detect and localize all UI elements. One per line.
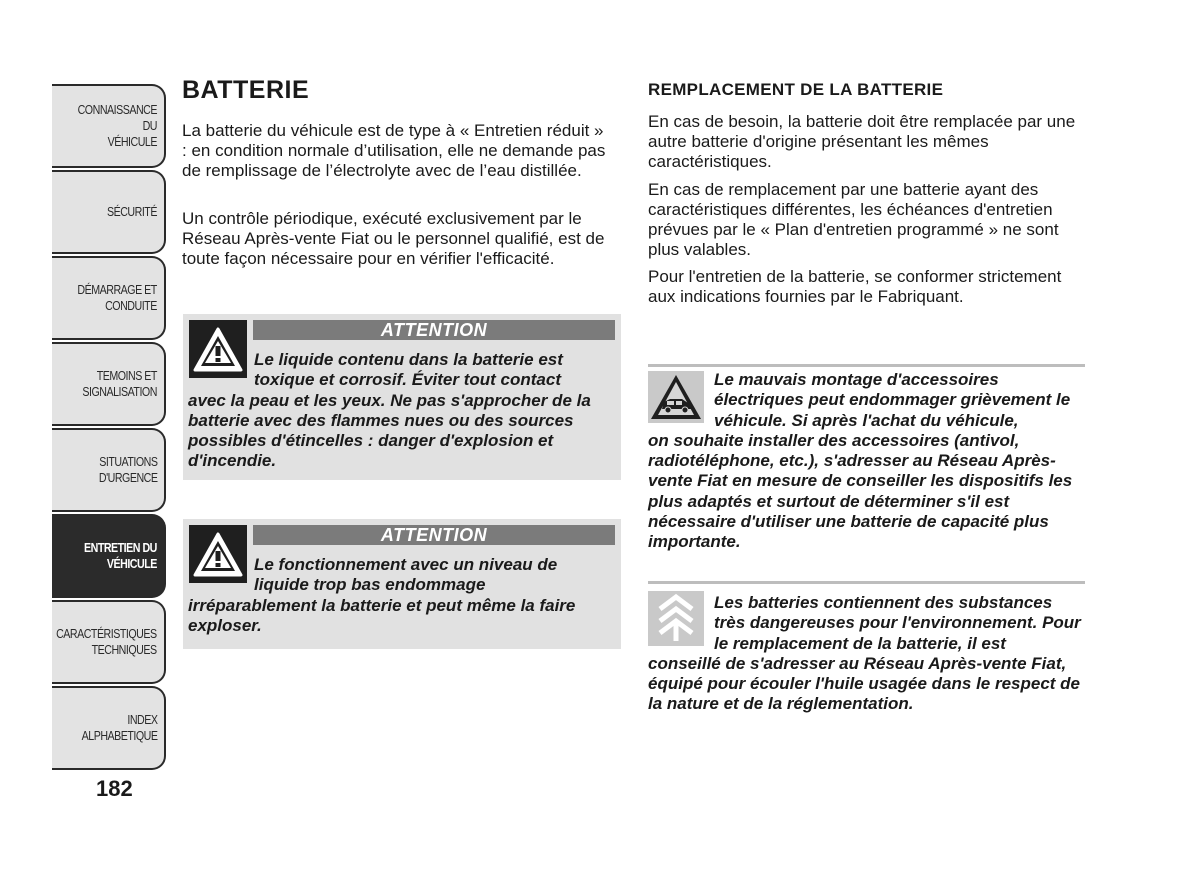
note-text-rest: on souhaite installer des accessoires (antivol, radiotéléphone, etc.), s'adresser au Réseau Après-vente Fiat en mesure de conseiller les dispositifs les plus adaptés et surtout de déterminer s'il est nécessaire d'utiliser une batterie de capacité plus importante. bbox=[648, 430, 1073, 552]
attention-text-rest: avec la peau et les yeux. Ne pas s'approcher de la batterie avec des flammes nues ou des sources possibles d'étincelles : danger d'explosion et d'incendie. bbox=[188, 390, 591, 471]
tab-situations-urgence[interactable] bbox=[52, 428, 166, 512]
attention-box bbox=[183, 519, 621, 649]
tab-label: TEMOINS ET SIGNALISATION bbox=[82, 368, 157, 399]
attention-heading: ATTENTION bbox=[253, 320, 615, 340]
page-number: 182 bbox=[96, 776, 133, 801]
tab-label: SITUATIONS D'URGENCE bbox=[98, 454, 157, 485]
paragraph: La batterie du véhicule est de type à « Entretien réduit » : en condition normale d’utilisation, elle ne demande pas de remplissage de l’électrolyte avec de l’eau distillée. bbox=[182, 121, 606, 180]
tab-temoins-signalisation[interactable] bbox=[52, 342, 166, 426]
tab-securite[interactable] bbox=[52, 170, 166, 254]
tab-label: ENTRETIEN DU VÉHICULE bbox=[84, 540, 157, 571]
tab-label: SÉCURITÉ bbox=[107, 204, 157, 219]
tab-index-alphabetique[interactable] bbox=[52, 686, 166, 770]
attention-text bbox=[188, 555, 612, 636]
section-subtitle: REMPLACEMENT DE LA BATTERIE bbox=[648, 80, 944, 99]
paragraph: En cas de remplacement par une batterie ayant des caractéristiques différentes, les échéances d'entretien prévues par le « Plan d'entretien programmé » ne sont plus valables. bbox=[648, 180, 1059, 259]
note-text-lead: Le mauvais montage d'accessoires électriques peut endommager grièvement le véhicule. Si après l'achat du véhicule, bbox=[714, 370, 1071, 430]
tab-entretien-vehicule[interactable] bbox=[52, 514, 166, 598]
chapter-tabs bbox=[52, 84, 166, 772]
divider bbox=[648, 581, 1085, 584]
note-text-rest: conseillé de s'adresser au Réseau Après-vente Fiat, équipé pour écouler l'huile usagée dans le respect de la nature et de la réglementation. bbox=[648, 653, 1081, 714]
tab-label: CARACTÉRISTIQUES TECHNIQUES bbox=[56, 626, 157, 657]
tab-demarrage-conduite[interactable] bbox=[52, 256, 166, 340]
paragraph: Un contrôle périodique, exécuté exclusivement par le Réseau Après-vente Fiat ou le personnel qualifié, est de toute façon nécessaire pour en vérifier l'efficacité. bbox=[182, 209, 605, 268]
attention-text-rest: irréparablement la batterie et peut même la faire exploser. bbox=[188, 595, 576, 635]
attention-text-lead: Le fonctionnement avec un niveau de liquide trop bas endommage bbox=[254, 555, 558, 595]
tab-caracteristiques-techniques[interactable] bbox=[52, 600, 166, 684]
paragraph: Pour l'entretien de la batterie, se conformer strictement aux indications fournies par le Fabriquant. bbox=[648, 267, 1062, 306]
tab-label: INDEX ALPHABETIQUE bbox=[81, 712, 157, 743]
tab-label: DÉMARRAGE ET CONDUITE bbox=[77, 282, 157, 313]
environment-note bbox=[648, 593, 1088, 715]
warning-note bbox=[648, 370, 1088, 553]
tab-label: CONNAISSANCE DU VÉHICULE bbox=[77, 102, 157, 149]
note-text-lead: Les batteries contiennent des substances très dangereuses pour l'environnement. Pour le remplacement de la batterie, il est bbox=[714, 593, 1081, 653]
attention-text-lead: Le liquide contenu dans la batterie est toxique et corrosif. Éviter tout contact bbox=[254, 350, 563, 390]
tab-connaissance-vehicule[interactable] bbox=[52, 84, 166, 168]
divider bbox=[648, 364, 1085, 367]
paragraph: En cas de besoin, la batterie doit être remplacée par une autre batterie d'origine présentant les mêmes caractéristiques. bbox=[648, 112, 1076, 171]
attention-text bbox=[188, 350, 612, 472]
section-title: BATTERIE bbox=[182, 76, 310, 104]
attention-box bbox=[183, 314, 621, 480]
attention-heading: ATTENTION bbox=[253, 525, 615, 545]
